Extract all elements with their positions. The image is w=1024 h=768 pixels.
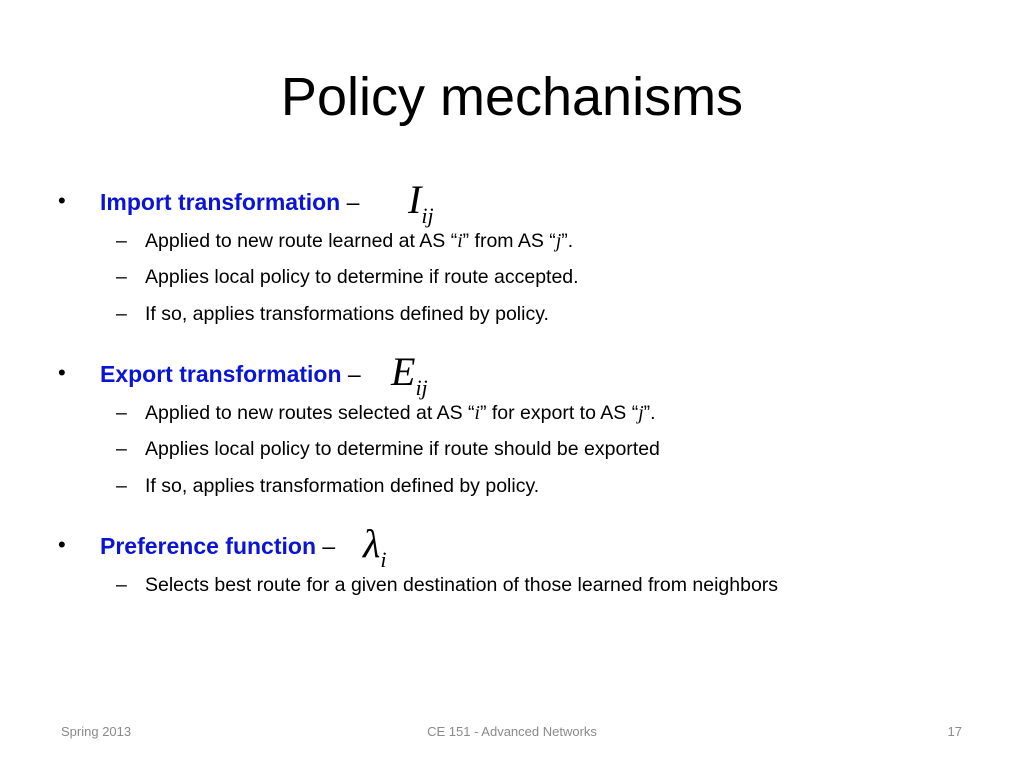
bullet-marker: • [58, 360, 66, 385]
heading-dash: – [346, 189, 360, 215]
footer-course: CE 151 - Advanced Networks [427, 724, 597, 739]
slide-title: Policy mechanisms [280, 67, 744, 127]
heading-dash: – [347, 361, 361, 387]
math-subscript: ij [421, 203, 434, 228]
sub-text: Applies local policy to determine if route accepted. [145, 266, 579, 288]
sub-var-i: i [474, 403, 480, 424]
math-base: I [408, 177, 422, 222]
heading-label: Preference function [100, 533, 316, 559]
sub-item [116, 301, 549, 327]
sub-text-part: ” from AS “ [462, 230, 556, 252]
bullet-marker: • [58, 188, 66, 213]
heading-dash: – [322, 533, 336, 559]
sub-var-i: i [457, 231, 463, 252]
sub-dash: – [116, 402, 127, 424]
bullet-heading-preference [100, 532, 335, 560]
sub-dash: – [116, 438, 127, 460]
sub-item [116, 473, 539, 499]
sub-dash: – [116, 303, 127, 325]
math-symbol-import [408, 176, 434, 228]
math-symbol-preference [363, 520, 387, 572]
sub-item [116, 264, 579, 290]
sub-text: If so, applies transformation defined by policy. [145, 475, 540, 497]
sub-text-part: ”. [643, 402, 656, 424]
sub-text-part: ” for export to AS “ [479, 402, 639, 424]
math-symbol-export [391, 348, 428, 400]
sub-item [116, 572, 778, 598]
sub-text-part: Applied to new routes selected at AS “ [145, 402, 475, 424]
sub-text-part: ”. [561, 230, 574, 252]
math-base: E [391, 349, 416, 394]
sub-text: Applies local policy to determine if route should be exported [145, 438, 660, 460]
bullet-marker: • [58, 532, 66, 557]
heading-label: Export transformation [100, 361, 342, 387]
sub-text: If so, applies transformations defined by policy. [145, 303, 549, 325]
sub-text: Selects best route for a given destination of those learned from neighbors [145, 574, 779, 596]
sub-var-j: j [555, 231, 562, 252]
math-base: λ [363, 521, 381, 566]
sub-item [116, 400, 656, 427]
footer-date: Spring 2013 [61, 724, 132, 739]
sub-dash: – [116, 230, 127, 252]
sub-dash: – [116, 475, 127, 497]
sub-var-j: j [638, 403, 644, 424]
sub-dash: – [116, 266, 127, 288]
sub-text-part: Applied to new route learned at AS “ [145, 230, 458, 252]
bullet-heading-export [100, 360, 361, 388]
sub-item [116, 436, 660, 462]
math-subscript: ij [415, 375, 428, 400]
sub-item [116, 228, 573, 255]
sub-dash: – [116, 574, 127, 596]
math-subscript: i [380, 547, 387, 572]
heading-label: Import transformation [100, 189, 341, 215]
bullet-heading-import [100, 188, 359, 216]
footer-page-number: 17 [947, 724, 962, 739]
